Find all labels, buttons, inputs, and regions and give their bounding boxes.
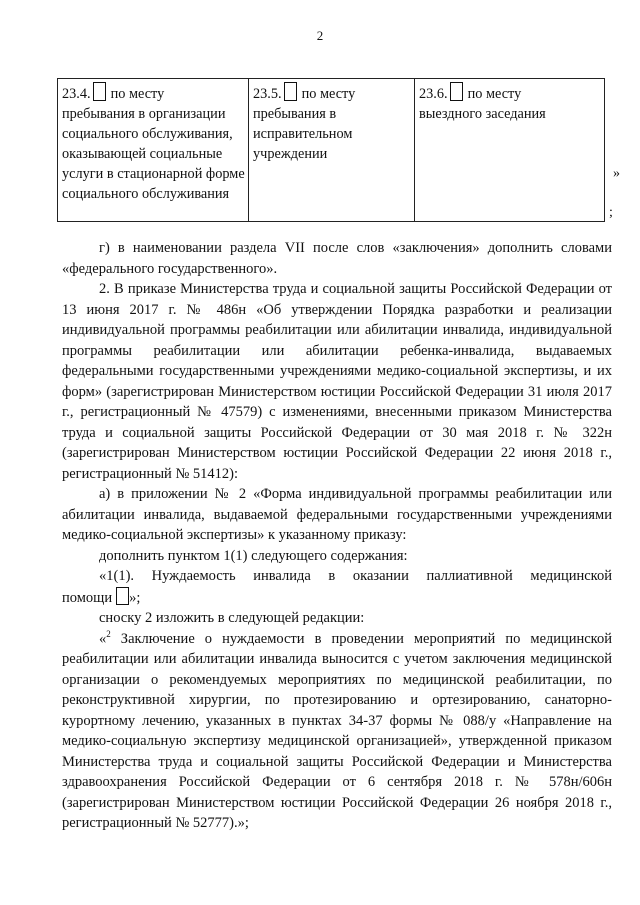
checkbox-23-6[interactable] bbox=[450, 82, 463, 101]
option-first-line: по месту bbox=[110, 86, 165, 102]
checkbox-23-4[interactable] bbox=[93, 82, 106, 101]
quote-open: « bbox=[99, 630, 107, 647]
checkbox-need[interactable] bbox=[116, 587, 129, 605]
footnote-sup: 2 bbox=[106, 628, 111, 639]
paragraph-footnote-intro: сноску 2 изложить в следующей редакции: bbox=[99, 610, 365, 626]
closing-quote: » bbox=[613, 166, 620, 181]
paragraph-g: г) в наименовании раздела VII после слов «заключения» дополнить словами «федерального государственного». bbox=[62, 240, 612, 277]
paragraph-need-line2 bbox=[62, 587, 612, 609]
page-number: 2 bbox=[316, 28, 324, 43]
closing-semicolon: ; bbox=[609, 205, 613, 220]
option-number: 23.6. bbox=[419, 86, 448, 102]
paragraph-a: а) в приложении № 2 «Форма индивидуальной программы реабилитации или абилитации инвалида, выдаваемой федеральными государственными учреждениями медико-социальной экспертизы» к указанному приказу: bbox=[62, 486, 612, 543]
document-body bbox=[62, 238, 612, 834]
paragraph-add-item: дополнить пунктом 1(1) следующего содержания: bbox=[99, 547, 408, 564]
checkbox-23-5[interactable] bbox=[284, 82, 297, 101]
option-cell-23-5 bbox=[249, 79, 415, 222]
options-table bbox=[57, 78, 605, 222]
paragraph-need-line1: «1(1). Нуждаемость инвалида в оказании паллиативной медицинской bbox=[99, 568, 612, 584]
paragraph-footnote-text bbox=[62, 629, 612, 834]
option-cell-23-4 bbox=[58, 79, 249, 222]
paragraph-2: 2. В приказе Министерства труда и социальной защиты Российской Федерации от 13 июня 2017 г. № 486н «Об утверждении Порядка разработки и реализации индивидуальной программы реабилитации или абилитации инвалида, индивидуальной программы реабилитации или абилитации ребенка-инвалида, выдаваемых федеральными государственными учреждениями медико-социальной экспертизы, и их форм» (зарегистрирован Министерством юстиции Российской Федерации 31 июля 2017 г., регистрационный № 47579) с изменениями, внесенными приказом Министерства труда и социальной защиты Российской Федерации от 30 мая 2018 г. № 322н (зарегистрирован Министерством юстиции Российской Федерации 22 июня 2018 г., регистрационный № 51412): bbox=[62, 281, 612, 482]
footnote-body: Заключение о нуждаемости в проведении мероприятий по медицинской реабилитации или абилитации инвалида выносится с учетом заключения медицинской организации о рекомендуемых мероприятиях по медицинской реабилитации, по реконструктивной хирургии, по протезированию и ортезированию, санаторно-курортному лечению, указанных в пунктах 34-37 формы № 088/у «Направление на медико-социальную экспертизу медицинской организацией», утвержденной приказом Министерства труда и социальной защиты Российской Федерации и Министерства здравоохранения Российской Федерации от 6 сентября 2018 г. № 578н/606н (зарегистрирован Министерством юстиции Российской Федерации 26 ноября 2018 г., регистрационный № 52777).»; bbox=[62, 630, 612, 831]
option-first-line: по месту bbox=[301, 86, 356, 102]
option-text: пребывания в исправительном учреждении bbox=[253, 106, 353, 162]
option-number: 23.5. bbox=[253, 86, 282, 102]
option-cell-23-6 bbox=[415, 79, 605, 222]
option-text: выездного заседания bbox=[419, 106, 546, 122]
option-number: 23.4. bbox=[62, 86, 91, 102]
option-text: пребывания в организации социального обслуживания, оказывающей социальные услуги в стационарной форме социального обслуживания bbox=[62, 106, 245, 202]
need-label: помощи bbox=[62, 589, 113, 606]
need-tail: »; bbox=[129, 589, 141, 606]
option-first-line: по месту bbox=[467, 86, 522, 102]
